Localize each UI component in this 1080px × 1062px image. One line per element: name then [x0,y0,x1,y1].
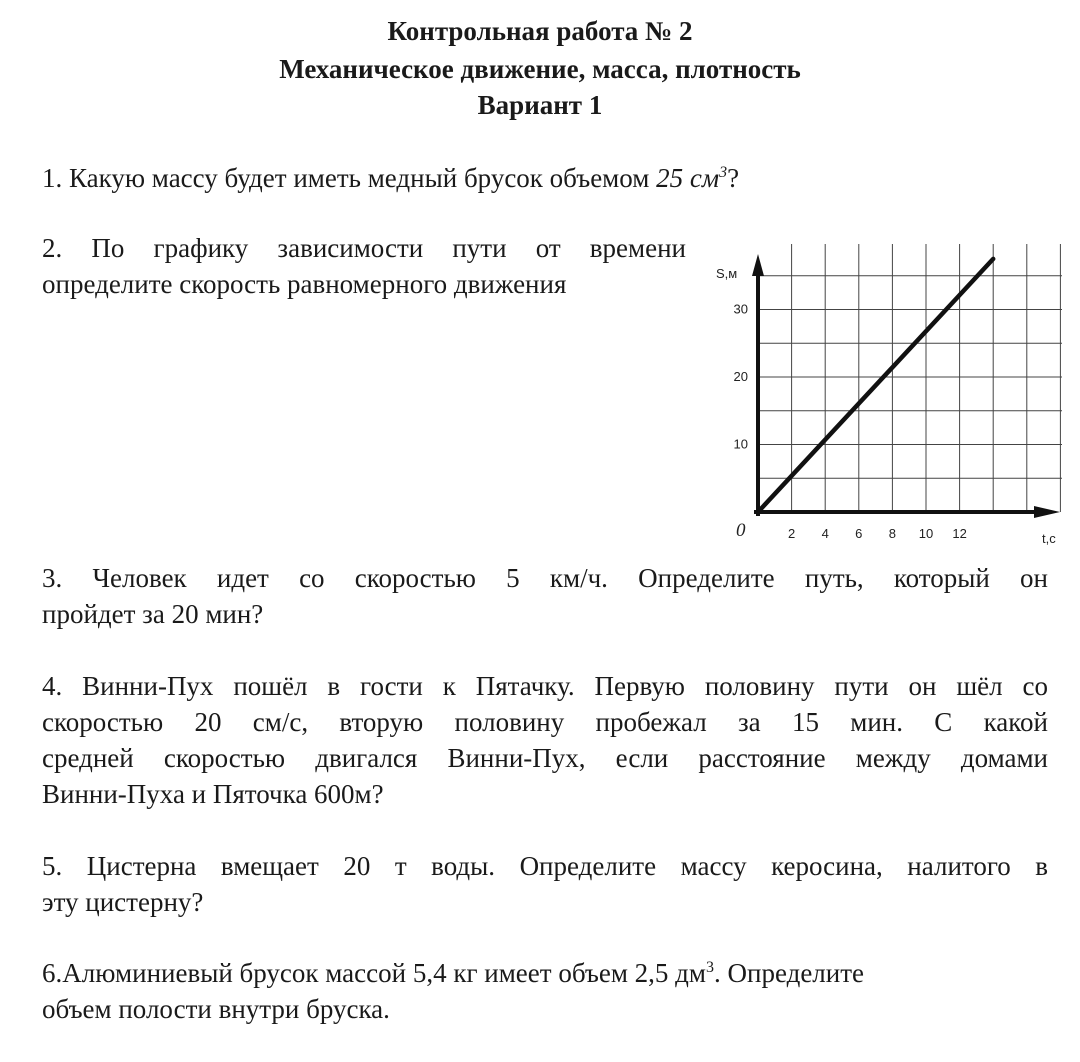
question-6-line-2: объем полости внутри бруска. [42,994,390,1024]
worksheet-variant: Вариант 1 [477,90,603,120]
question-4-line-3: средней скоростью двигался Винни-Пух, если расстояние между домами [42,743,1048,773]
x-axis-arrow [1034,506,1060,518]
question-3-line-2: пройдет за 20 мин? [42,599,264,629]
y-axis-label: S,м [716,266,738,281]
question-3 [42,560,1048,632]
x-tick-label: 12 [952,526,967,541]
question-3-line-1: 3. Человек идет со скоростью 5 км/ч. Определите путь, который он [42,563,1048,593]
x-tick-label: 6 [855,526,863,541]
question-6 [42,955,1048,1027]
y-tick-label: 30 [733,301,748,317]
distance-time-graph [690,240,1070,560]
question-4 [42,668,1048,812]
y-tick-label: 10 [733,436,748,452]
question-2-line-1: 2. По графику зависимости пути от времени [42,233,686,263]
question-1-value: 25 см [656,163,720,193]
series-line [758,259,993,512]
worksheet-topic: Механическое движение, масса, плотность [279,54,801,84]
question-5 [42,848,1048,920]
question-5-line-2: эту цистерну? [42,887,204,917]
question-6-line-1-end: . Определите [714,958,865,988]
question-1 [42,160,1048,196]
worksheet-title: Контрольная работа № 2 [387,16,693,46]
question-6-line-1: 6.Алюминиевый брусок массой 5,4 кг имеет объем 2,5 дм [42,958,706,988]
x-tick-label: 8 [888,526,897,541]
question-4-line-1: 4. Винни-Пух пошёл в гости к Пятачку. Первую половину пути он шёл со [42,671,1048,701]
origin-label: 0 [736,520,746,541]
question-4-line-2: скоростью 20 см/с, вторую половину пробежал за 15 мин. С какой [42,707,1048,737]
x-axis-label: t,c [1042,531,1056,546]
graph-ticks [734,302,967,542]
question-2 [42,230,686,302]
x-tick-label: 4 [821,526,829,541]
question-5-line-1: 5. Цистерна вмещает 20 т воды. Определите массу керосина, налитого в [42,851,1048,881]
question-1-end: ? [727,163,740,193]
graph-grid [758,244,1062,512]
question-1-exponent: 3 [719,164,728,181]
graph-series [758,259,993,512]
x-tick-label: 10 [918,526,934,541]
y-axis-arrow [752,254,764,276]
y-tick-label: 20 [733,369,748,384]
question-4-line-4: Винни-Пуха и Пяточка 600м? [42,779,384,809]
question-1-text: 1. Какую массу будет иметь медный брусок объемом [42,163,657,193]
question-6-exponent: 3 [706,959,714,976]
question-2-line-2: определите скорость равномерного движения [42,269,567,299]
x-tick-label: 2 [787,526,796,541]
